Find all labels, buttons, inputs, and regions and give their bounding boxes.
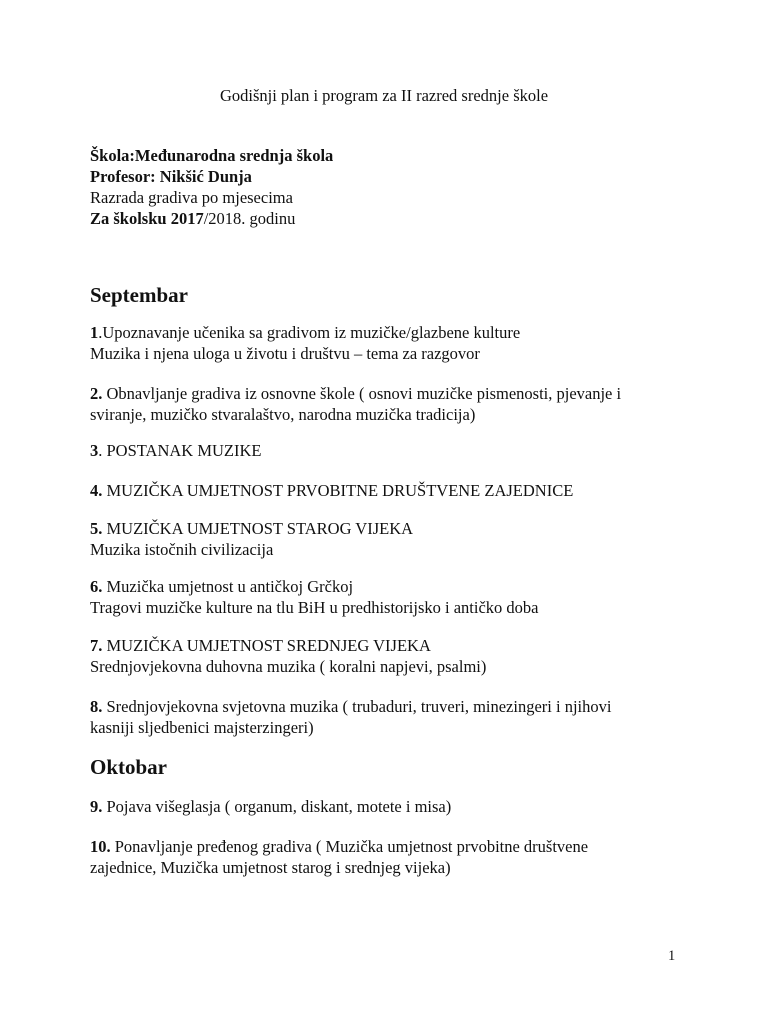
list-item bbox=[90, 322, 690, 364]
list-item-line bbox=[90, 836, 690, 857]
item-text: Muzika istočnih civilizacija bbox=[90, 540, 274, 559]
item-text: MUZIČKA UMJETNOST STAROG VIJEKA bbox=[102, 519, 414, 538]
item-text: . POSTANAK MUZIKE bbox=[98, 441, 262, 460]
item-text: Pojava višeglasja ( organum, diskant, motete i misa) bbox=[102, 797, 452, 816]
list-item-line bbox=[90, 322, 690, 343]
list-item bbox=[90, 440, 690, 461]
school-year bbox=[90, 208, 333, 229]
school-year-suffix: /2018. godinu bbox=[203, 209, 296, 228]
item-text: Tragovi muzičke kulture na tlu BiH u predhistorijsko i antičko doba bbox=[90, 598, 539, 617]
document-title: Godišnji plan i program za II razred srednje škole bbox=[219, 86, 549, 105]
item-number: 6. bbox=[90, 577, 103, 596]
list-item-line bbox=[90, 857, 690, 878]
item-number: 8. bbox=[90, 697, 103, 716]
month-heading-september: Septembar bbox=[90, 283, 188, 307]
item-number: 3 bbox=[90, 441, 99, 460]
list-item bbox=[90, 635, 690, 677]
item-text: kasniji sljedbenici majsterzingeri) bbox=[90, 718, 314, 737]
page-number: 1 bbox=[668, 948, 676, 964]
list-item bbox=[90, 383, 690, 425]
list-item-line bbox=[90, 343, 690, 364]
list-item-line bbox=[90, 440, 690, 461]
item-text: Srednjovjekovna duhovna muzika ( koralni napjevi, psalmi) bbox=[90, 657, 487, 676]
professor-name: Profesor: Nikšić Dunja bbox=[90, 167, 252, 186]
item-text: Muzika i njena uloga u životu i društvu – tema za razgovor bbox=[90, 344, 480, 363]
list-item bbox=[90, 518, 690, 560]
list-item-line bbox=[90, 696, 690, 717]
list-item-line bbox=[90, 796, 690, 817]
list-item-line bbox=[90, 539, 690, 560]
list-item-line bbox=[90, 480, 690, 501]
month-heading-october: Oktobar bbox=[90, 755, 168, 779]
item-number: 9. bbox=[90, 797, 103, 816]
list-item-line bbox=[90, 656, 690, 677]
item-number: 10. bbox=[90, 837, 111, 856]
plan-subtitle: Razrada gradiva po mjesecima bbox=[90, 188, 293, 207]
list-item-line bbox=[90, 635, 690, 656]
list-item-line bbox=[90, 518, 690, 539]
school-name: Škola:Međunarodna srednja škola bbox=[90, 146, 334, 165]
list-item bbox=[90, 836, 690, 878]
list-item bbox=[90, 480, 690, 501]
item-text: zajednice, Muzička umjetnost starog i srednjeg vijeka) bbox=[90, 858, 451, 877]
list-item-line bbox=[90, 404, 690, 425]
item-text: .Upoznavanje učenika sa gradivom iz muzičke/glazbene kulture bbox=[98, 323, 521, 342]
list-item-line bbox=[90, 717, 690, 738]
item-text: Muzička umjetnost u antičkoj Grčkoj bbox=[102, 577, 354, 596]
item-number: 5. bbox=[90, 519, 103, 538]
list-item-line bbox=[90, 383, 690, 404]
item-number: 2. bbox=[90, 384, 103, 403]
list-item bbox=[90, 796, 690, 817]
list-item-line bbox=[90, 597, 690, 618]
item-text: Obnavljanje gradiva iz osnovne škole ( osnovi muzičke pismenosti, pjevanje i bbox=[102, 384, 622, 403]
item-number: 4. bbox=[90, 481, 103, 500]
item-text: MUZIČKA UMJETNOST PRVOBITNE DRUŠTVENE ZAJEDNICE bbox=[102, 481, 574, 500]
item-text: MUZIČKA UMJETNOST SREDNJEG VIJEKA bbox=[102, 636, 431, 655]
item-text: Ponavljanje pređenog gradiva ( Muzička umjetnost prvobitne društvene bbox=[110, 837, 589, 856]
list-item-line bbox=[90, 576, 690, 597]
list-item bbox=[90, 696, 690, 738]
item-text: sviranje, muzičko stvaralaštvo, narodna muzička tradicija) bbox=[90, 405, 476, 424]
item-number: 1 bbox=[90, 323, 99, 342]
school-year-prefix: Za školsku 2017 bbox=[90, 209, 204, 228]
list-item bbox=[90, 576, 690, 618]
item-text: Srednjovjekovna svjetovna muzika ( trubaduri, truveri, minezingeri i njihovi bbox=[102, 697, 612, 716]
item-number: 7. bbox=[90, 636, 103, 655]
document-header bbox=[90, 145, 333, 229]
